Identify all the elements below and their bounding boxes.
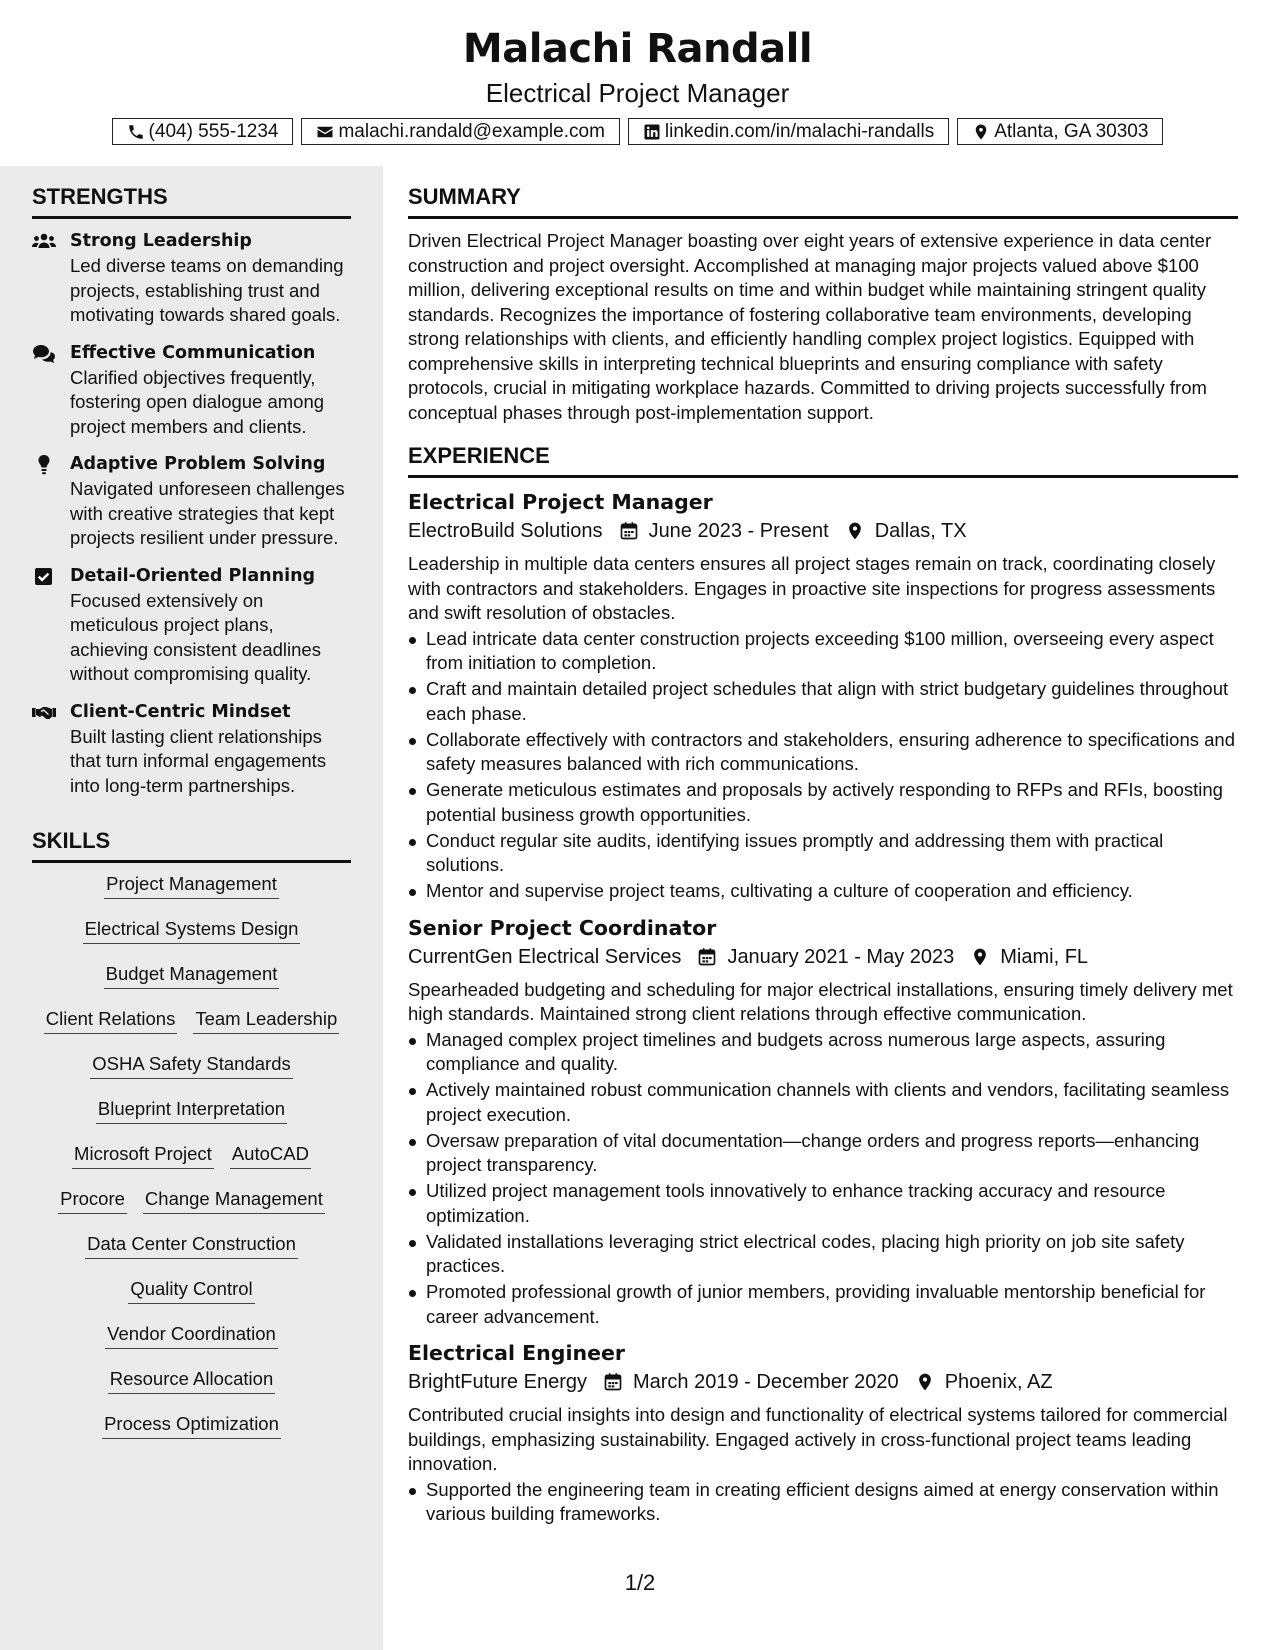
skill-tag: Quality Control	[128, 1278, 254, 1304]
job-description: Spearheaded budgeting and scheduling for major electrical installations, ensuring timely delivery met high standards. Maintained strong client relations through effective communication.	[408, 978, 1233, 1024]
job-description: Contributed crucial insights into design and functionality of electrical systems tailored for commercial buildings, emphasizing sustainability. Engaged actively in cross-functional project teams leading innovation.	[408, 1404, 1228, 1474]
skill-tag: Client Relations	[44, 1008, 178, 1034]
bullet-item: Craft and maintain detailed project schedules that align with strict budgetary guidelines throughout each phase.	[408, 677, 1238, 726]
bullet-item: Collaborate effectively with contractors and stakeholders, ensuring adherence to specifications and safety measures balanced with rich communications.	[408, 728, 1238, 777]
strength-item	[32, 700, 351, 799]
envelope-icon	[316, 123, 334, 141]
calendar-icon	[603, 1372, 623, 1392]
skill-tag: Change Management	[143, 1188, 325, 1214]
candidate-name: Malachi Randall	[462, 26, 813, 72]
job-meta	[408, 942, 1238, 972]
job-meta	[408, 1367, 1238, 1397]
experience-heading: EXPERIENCE	[408, 443, 1238, 478]
job-location: Miami, FL	[1000, 945, 1089, 968]
job-dates: March 2019 - December 2020	[632, 1371, 899, 1393]
job-dates: June 2023 - Present	[648, 520, 829, 542]
bullet-item: Supported the engineering team in creating efficient designs aimed at energy conservation within various building frameworks.	[408, 1478, 1238, 1527]
bullet-item: Managed complex project timelines and budgets across numerous large aspects, assuring compliance and quality.	[408, 1028, 1238, 1077]
job-dates: January 2021 - May 2023	[727, 945, 955, 968]
skill-tag: Data Center Construction	[85, 1233, 298, 1259]
bullet-item: Promoted professional growth of junior members, providing invaluable mentorship beneficial for career advancement.	[408, 1280, 1238, 1329]
strength-desc: Led diverse teams on demanding projects, establishing trust and motivating towards shared goals.	[70, 255, 344, 325]
map-pin-icon	[972, 123, 990, 141]
skill-tag: Microsoft Project	[72, 1143, 214, 1169]
skill-tag: Vendor Coordination	[105, 1323, 278, 1349]
strength-item	[32, 341, 351, 440]
job-title: Electrical Project Manager	[408, 490, 713, 514]
job-meta	[408, 516, 1238, 546]
strength-item	[32, 452, 351, 551]
strength-desc: Clarified objectives frequently, fostering open dialogue among project members and clients.	[70, 366, 325, 437]
bullet-item: Oversaw preparation of vital documentation—change orders and progress reports—enhancing project transparency.	[408, 1129, 1238, 1178]
skills-list	[32, 873, 351, 1458]
handshake-icon	[32, 703, 56, 723]
job-bullets	[408, 1478, 1238, 1527]
bullet-item: Validated installations leveraging strict electrical codes, placing high priority on job site safety practices.	[408, 1230, 1238, 1279]
calendar-icon	[619, 521, 639, 541]
job-location: Phoenix, AZ	[944, 1371, 1053, 1393]
skill-tag: AutoCAD	[230, 1143, 311, 1169]
strengths-heading: STRENGTHS	[32, 184, 351, 219]
job-bullets	[408, 627, 1238, 904]
contact-phone[interactable]	[112, 118, 294, 145]
phone-text: (404) 555-1234	[148, 120, 279, 142]
location-text: Atlanta, GA 30303	[994, 120, 1149, 142]
contact-bar	[0, 118, 1275, 145]
job-bullets	[408, 1028, 1238, 1330]
job-company: CurrentGen Electrical Services	[408, 945, 682, 968]
map-pin-icon	[915, 1372, 935, 1392]
bullet-item: Utilized project management tools innovatively to enhance tracking accuracy and resource optimization.	[408, 1179, 1238, 1228]
skill-tag: Team Leadership	[193, 1008, 339, 1034]
comments-icon	[32, 344, 56, 364]
resume-header	[0, 0, 1275, 166]
sidebar	[0, 166, 383, 1650]
lightbulb-icon	[32, 455, 56, 475]
skill-tag: Resource Allocation	[108, 1368, 276, 1394]
job-entry	[408, 488, 1238, 904]
linkedin-icon	[643, 123, 661, 141]
bullet-item: Lead intricate data center construction projects exceeding $100 million, overseeing every aspect from initiation to completion.	[408, 627, 1238, 676]
skill-tag: Project Management	[104, 873, 279, 899]
job-description: Leadership in multiple data centers ensures all project stages remain on track, coordinating closely with contractors and stakeholders. Engages in proactive site inspections for progress assessments and swift resolution of obstacles.	[408, 553, 1216, 623]
skill-tag: OSHA Safety Standards	[90, 1053, 292, 1079]
job-location: Dallas, TX	[874, 520, 967, 542]
summary-text: Driven Electrical Project Manager boasting over eight years of extensive experience in data center construction and project oversight. Accomplished at managing major projects valued above $100 million, delivering exceptional results on time and within budget while maintaining stringent quality standards. Recognizes the importance of fostering collaborative team environments, developing strong relationships with clients, and efficiently handling complex project logistics. Equipped with comprehensive skills in interpreting technical blueprints and ensuring compliance with safety protocols, crucial in mitigating workplace hazards. Committed to driving projects successfully from conceptual phases through post-implementation support.	[408, 230, 1212, 423]
bullet-item: Actively maintained robust communication channels with clients and vendors, facilitating seamless project execution.	[408, 1078, 1238, 1127]
map-pin-icon	[970, 947, 990, 967]
contact-location[interactable]	[957, 118, 1163, 145]
skill-tag: Electrical Systems Design	[83, 918, 301, 944]
bullet-item: Mentor and supervise project teams, cultivating a culture of cooperation and efficiency.	[408, 879, 1238, 904]
skill-tag: Process Optimization	[102, 1413, 281, 1439]
skill-tag: Budget Management	[104, 963, 280, 989]
strength-desc: Focused extensively on meticulous project plans, achieving consistent deadlines without compromising quality.	[70, 589, 321, 684]
email-text: malachi.randald@example.com	[338, 120, 605, 142]
strength-item	[32, 564, 351, 687]
bullet-item: Conduct regular site audits, identifying issues promptly and addressing them with practical solutions.	[408, 829, 1238, 878]
strength-desc: Navigated unforeseen challenges with creative strategies that kept projects resilient under pressure.	[70, 478, 345, 548]
main-column	[408, 184, 1238, 1537]
bullet-item: Generate meticulous estimates and proposals by actively responding to RFPs and RFIs, boosting potential business growth opportunities.	[408, 778, 1238, 827]
strength-desc: Built lasting client relationships that turn informal engagements into long-term partnerships.	[70, 725, 327, 796]
summary-heading: SUMMARY	[408, 184, 1238, 219]
calendar-icon	[697, 947, 717, 967]
job-company: ElectroBuild Solutions	[408, 520, 603, 542]
strength-title: Effective Communication	[70, 342, 316, 363]
phone-icon	[127, 123, 145, 141]
job-title: Senior Project Coordinator	[408, 915, 717, 940]
users-icon	[32, 232, 56, 252]
job-entry	[408, 1339, 1238, 1527]
strength-title: Adaptive Problem Solving	[70, 454, 326, 474]
contact-email[interactable]	[301, 118, 619, 145]
strength-title: Client-Centric Mindset	[70, 701, 291, 722]
strength-title: Detail-Oriented Planning	[70, 565, 316, 586]
job-company: BrightFuture Energy	[408, 1371, 587, 1393]
checkbox-icon	[32, 567, 56, 587]
job-entry	[408, 914, 1238, 1330]
strength-title: Strong Leadership	[70, 231, 252, 251]
job-title: Electrical Engineer	[408, 1341, 625, 1365]
candidate-title: Electrical Project Manager	[485, 78, 790, 108]
strength-item	[32, 229, 351, 328]
contact-linkedin[interactable]	[628, 118, 949, 145]
skills-heading: SKILLS	[32, 828, 351, 863]
map-pin-icon	[845, 521, 865, 541]
skill-tag: Blueprint Interpretation	[96, 1098, 287, 1124]
skill-tag: Procore	[58, 1188, 127, 1214]
page-number: 1/2	[624, 1570, 656, 1595]
linkedin-text: linkedin.com/in/malachi-randalls	[664, 120, 935, 142]
